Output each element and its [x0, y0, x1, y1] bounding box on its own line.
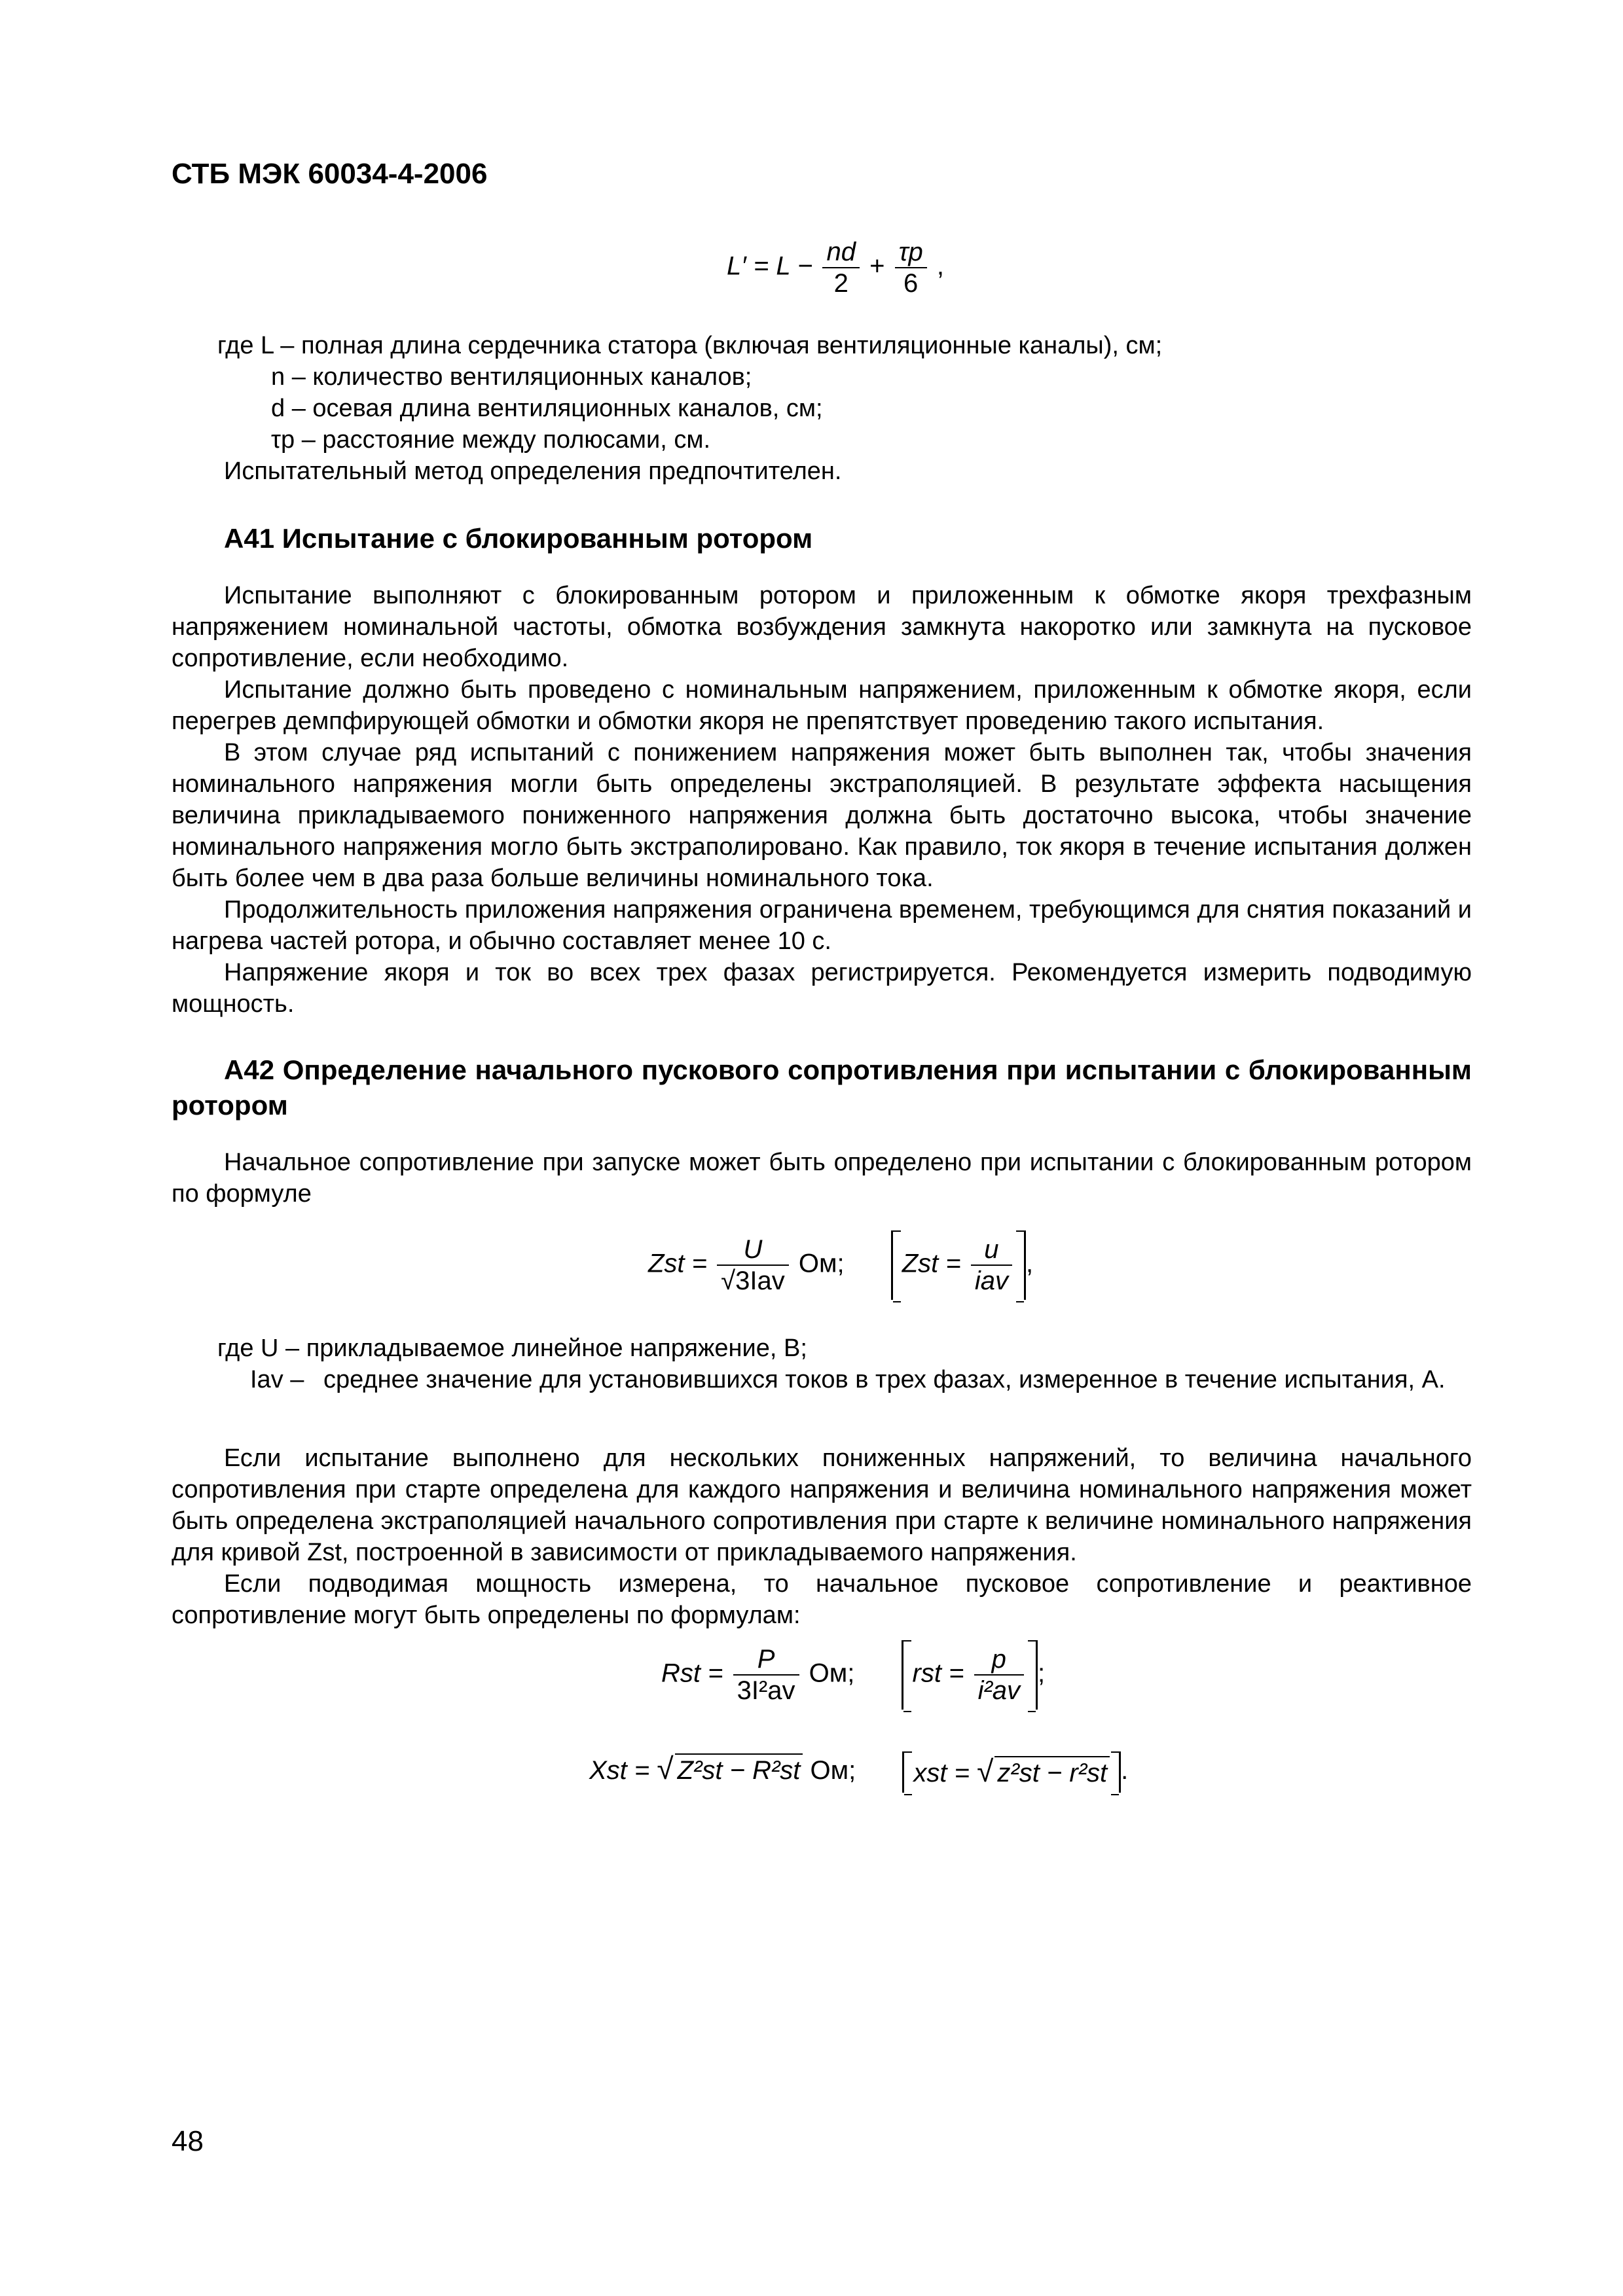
formula-tail: ,: [1026, 1249, 1034, 1278]
fraction-denominator: 2: [833, 269, 848, 298]
document-header: СТБ МЭК 60034-4-2006: [172, 158, 488, 190]
formula-lhs: Zst =: [902, 1249, 961, 1278]
fraction-numerator: τp: [895, 237, 927, 268]
paragraph: Продолжительность приложения напряжения ограничена временем, требующимся для снятия показаний и нагрева частей ротора, и обычно составляет менее 10 с.: [172, 896, 1472, 955]
section-title: А42 Определение начального пускового сопротивления при испытании с блокированным ротором: [172, 1054, 1472, 1121]
fraction-numerator: P: [733, 1644, 799, 1676]
formula-tail: ,: [936, 251, 945, 281]
unit: Ом;: [810, 1756, 856, 1785]
fraction-numerator: u: [971, 1234, 1012, 1266]
fraction-numerator: U: [717, 1234, 789, 1266]
formula-l-prime: [727, 237, 944, 298]
where-line: τp – расстояние между полюсами, см.: [271, 426, 711, 454]
formula-lhs: Rst =: [661, 1659, 723, 1688]
fraction-denominator: iav: [974, 1266, 1008, 1295]
page-number: 48: [172, 2125, 204, 2157]
where-list-1: [172, 330, 1472, 487]
paragraph: В этом случае ряд испытаний с понижением напряжения может быть выполнен так, чтобы значения номинального напряжения могли быть определены экстраполяцией. В результате эффекта насыщения величина прикладываемого пониженного напряжения должна быть достаточно высока, чтобы значение номинального напряжения могло быть экстраполировано. Как правило, ток якоря в течение испытания должен быть более чем в два раза больше величины номинального тока.: [172, 739, 1472, 892]
fraction-nd-2: [822, 237, 860, 298]
fraction-u-iav: [971, 1234, 1012, 1296]
bracket-expression: [891, 1230, 1026, 1300]
paragraph: Начальное сопротивление при запуске может быть определено при испытании с блокированным ротором по формуле: [172, 1149, 1472, 1208]
formula-z-st: [648, 1230, 1033, 1300]
where-label: Iav –: [250, 1366, 304, 1393]
sqrt-content: z²st − r²st: [994, 1756, 1110, 1789]
where-list-2: [172, 1333, 1472, 1631]
paragraph: Если испытание выполнено для нескольких пониженных напряжений, то величина начального сопротивления при старте определена для каждого напряжения и величина номинального напряжения может быть определена экстраполяцией начального сопротивления при старте к величине номинального напряжения для кривой Zst, построенной в зависимости от прикладываемого напряжения.: [172, 1444, 1472, 1566]
formula-lhs: Zst =: [648, 1249, 708, 1278]
bracket-expression: [902, 1751, 1121, 1793]
fraction-tau-6: [895, 237, 927, 298]
plus-sign: +: [869, 251, 885, 281]
sqrt-content: Z²st − R²st: [675, 1753, 803, 1786]
fraction-p-3iav2: [733, 1644, 799, 1706]
unit: Ом;: [809, 1659, 855, 1688]
fraction-p-iav2: [974, 1644, 1024, 1706]
fraction-numerator: nd: [822, 237, 860, 268]
paragraph: Испытание должно быть проведено с номинальным напряжением, приложенным к обмотке якоря, если перегрев демпфирующей обмотки и обмотки якоря не препятствует проведению такого испытания.: [172, 676, 1472, 735]
formula-tail: .: [1121, 1756, 1129, 1785]
formula-r-st: [661, 1640, 1045, 1710]
sqrt-icon: √: [657, 1751, 674, 1786]
fraction-u-sqrt3iav: [717, 1234, 789, 1296]
paragraph: Испытательный метод определения предпочтителен.: [224, 457, 842, 485]
sqrt-icon: √: [977, 1754, 994, 1788]
where-text: среднее значение для установившихся токов в трех фазах, измеренное в течение испытания, А.: [323, 1366, 1446, 1393]
fraction-numerator: p: [974, 1644, 1024, 1676]
formula-tail: ;: [1038, 1659, 1046, 1688]
paragraph: Напряжение якоря и ток во всех трех фазах регистрируется. Рекомендуется измерить подводимую мощность.: [172, 959, 1472, 1018]
unit: Ом;: [798, 1249, 845, 1278]
formula-lhs: L′ = L −: [727, 251, 813, 281]
paragraph: Испытание выполняют с блокированным ротором и приложенным к обмотке якоря трехфазным напряжением номинальной частоты, обмотка возбуждения замкнута накоротко или замкнута на пусковое сопротивление, если необходимо.: [172, 582, 1472, 672]
where-line: где U – прикладываемое линейное напряжение, В;: [217, 1335, 807, 1362]
section-a41: [172, 521, 1472, 1020]
paragraph: Если подводимая мощность измерена, то начальное пусковое сопротивление и реактивное сопротивление могут быть определены по формулам:: [172, 1570, 1472, 1629]
formula-lhs: xst =: [913, 1759, 970, 1787]
fraction-denominator: i²av: [977, 1676, 1021, 1705]
bracket-expression: [902, 1640, 1038, 1710]
section-a42: [172, 1052, 1472, 1210]
section-title: А41 Испытание с блокированным ротором: [224, 523, 813, 554]
fraction-denominator: 6: [903, 269, 919, 298]
where-line: где L – полная длина сердечника статора (включая вентиляционные каналы), см;: [217, 332, 1163, 359]
formula-lhs: Xst =: [589, 1756, 650, 1785]
where-line: n – количество вентиляционных каналов;: [271, 363, 752, 391]
formula-x-st: [589, 1751, 1128, 1793]
fraction-denominator: √3Iav: [721, 1266, 785, 1295]
formula-lhs: rst =: [912, 1659, 964, 1688]
where-line: d – осевая длина вентиляционных каналов, см;: [271, 395, 823, 422]
fraction-denominator: 3I²av: [737, 1676, 795, 1705]
